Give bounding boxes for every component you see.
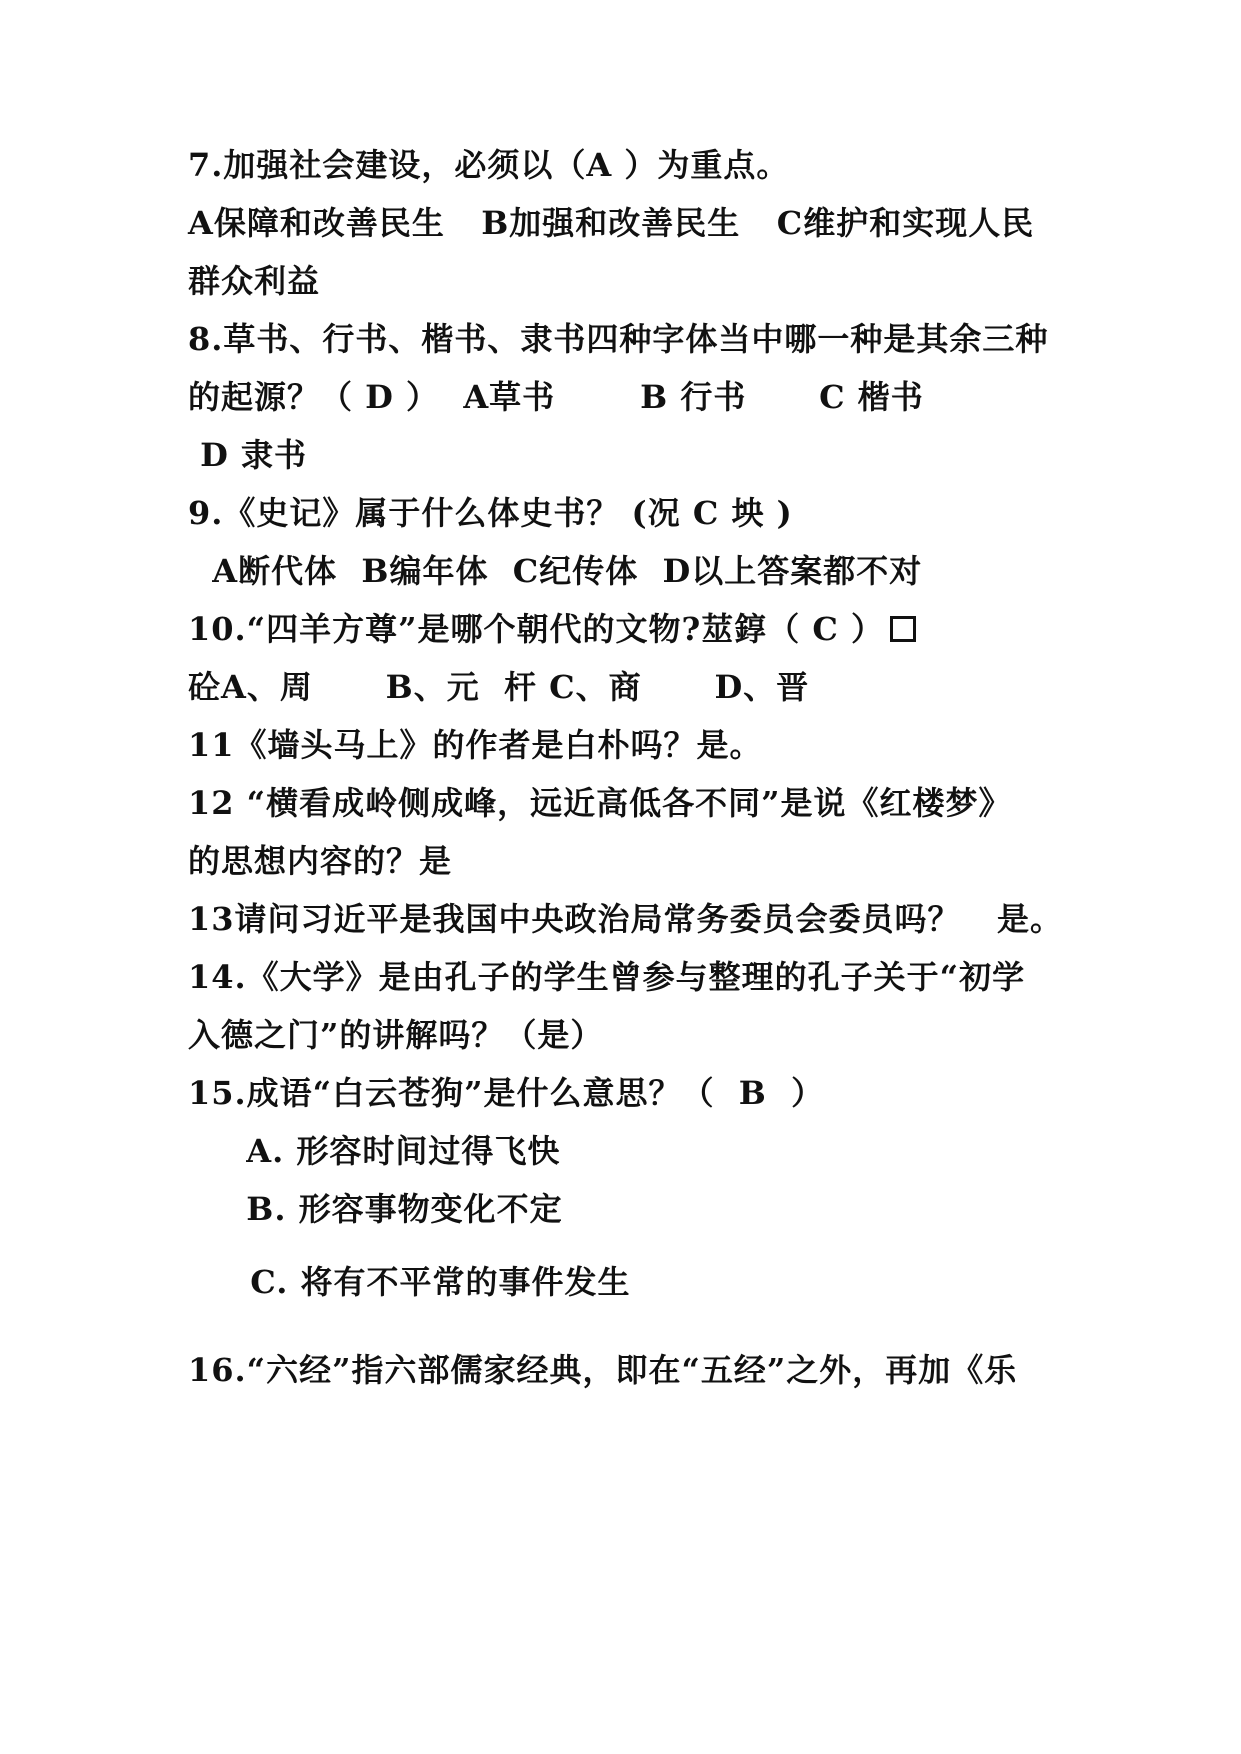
q12-question-cont: 的思想内容的？是 (188, 842, 453, 880)
q8-question: 8.草书、行书、楷书、隶书四种字体当中哪一种是其余三种 (188, 320, 1049, 358)
q15-option-a: A. 形容时间过得飞快 (222, 1132, 561, 1170)
q7-question: 7.加强社会建设，必须以（A ）为重点。 (188, 146, 790, 184)
checkbox-icon (890, 616, 916, 642)
q10-options: 砼A、周 B、元 杆 C、商 D、晋 (188, 668, 810, 706)
q8-question-cont: 的起源？（ D ） A草书 B 行书 C 楷书 (188, 378, 924, 416)
q14-question: 14.《大学》是由孔子的学生曾参与整理的孔子关于“初学 (188, 958, 1026, 996)
q10-question-text: 10.“四羊方尊”是哪个朝代的文物?莁錞（ C ） (188, 610, 884, 648)
q7-options-cont: 群众利益 (188, 262, 321, 300)
q7-options: A保障和改善民生 B加强和改善民生 C维护和实现人民 (188, 204, 1035, 242)
q8-option-d: D 隶书 (188, 436, 308, 474)
q13-question: 13请问习近平是我国中央政治局常务委员会委员吗？ 是。 (188, 900, 1063, 938)
q11-question: 11《墙头马上》的作者是白朴吗？是。 (188, 726, 763, 764)
q9-question: 9.《史记》属于什么体史书？ (况 C 坱 ) (188, 494, 793, 532)
q9-options: A断代体 B编年体 C纪传体 D以上答案都不对 (188, 552, 923, 590)
q15-option-c: C. 将有不平常的事件发生 (226, 1263, 631, 1301)
q12-question: 12 “横看成岭侧成峰，远近高低各不同”是说《红楼梦》 (188, 784, 1012, 822)
q15-question: 15.成语“白云苍狗”是什么意思？（ B ） (188, 1074, 825, 1112)
q15-option-b: B. 形容事物变化不定 (222, 1190, 563, 1228)
q16-question: 16.“六经”指六部儒家经典，即在“五经”之外，再加《乐 (188, 1351, 1018, 1389)
q10-question (188, 609, 916, 649)
q14-question-cont: 入德之门”的讲解吗？（是） (188, 1016, 604, 1054)
